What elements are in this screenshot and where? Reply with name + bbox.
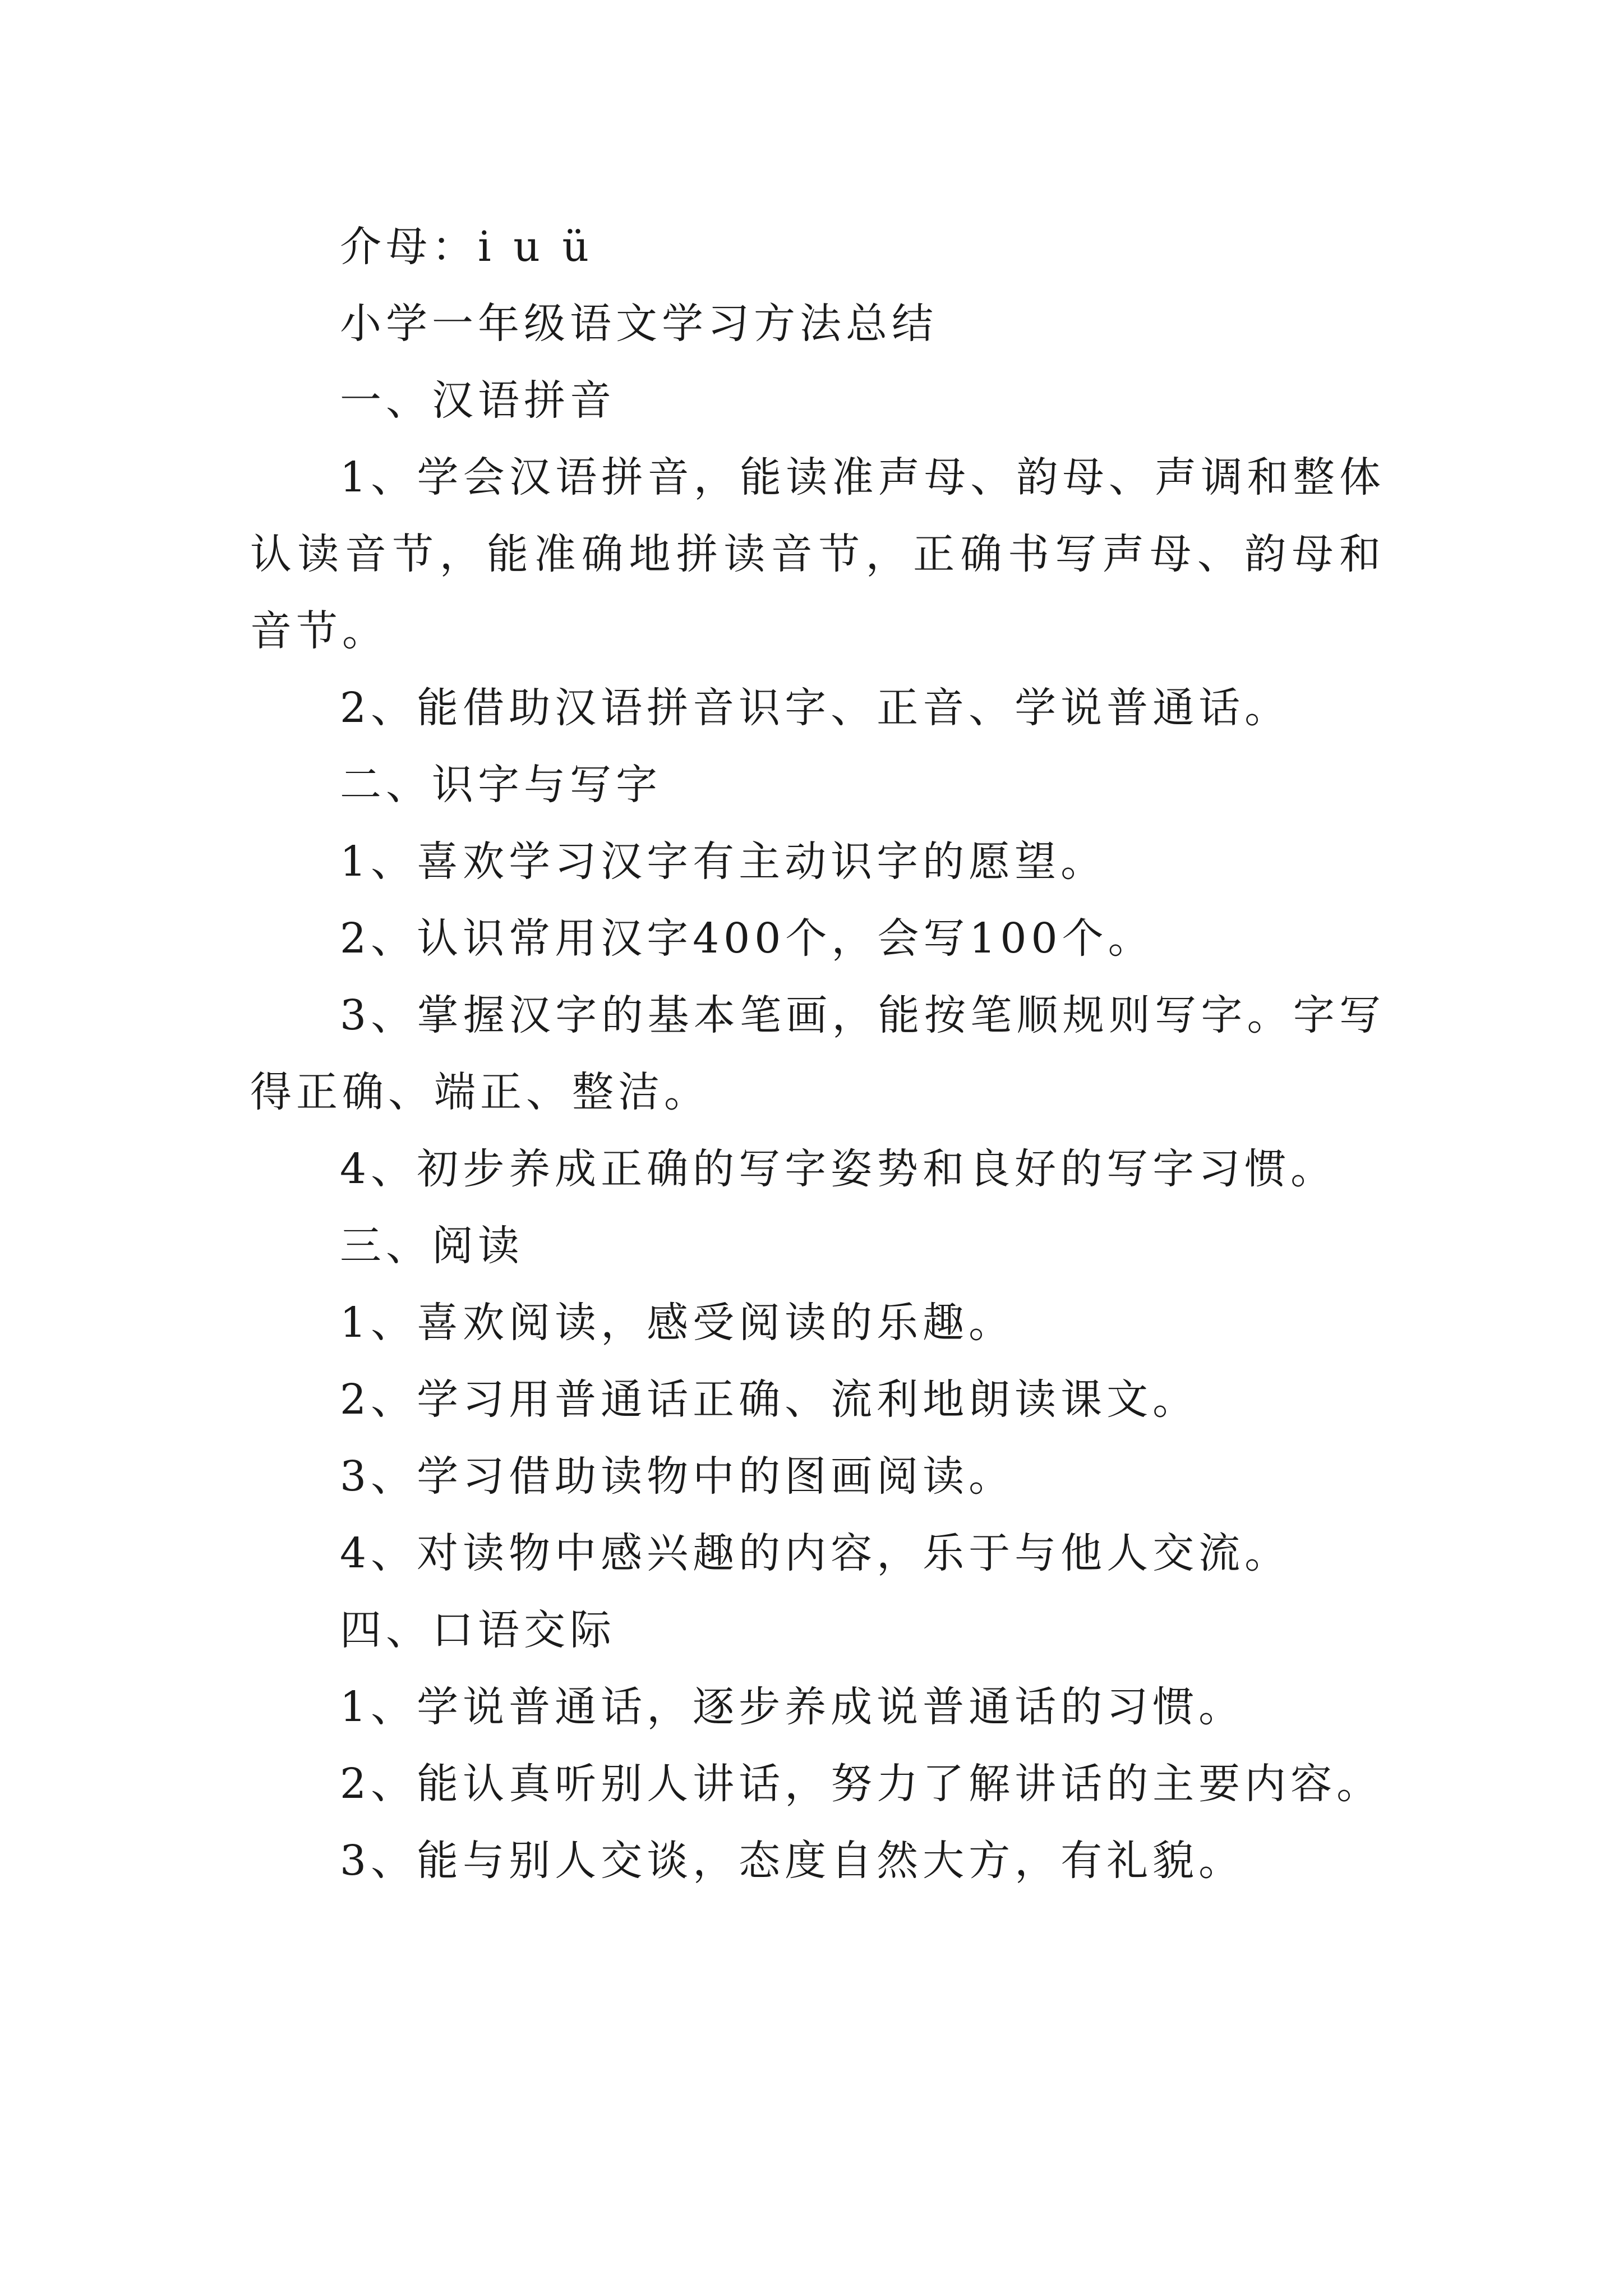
document-title: 小学一年级语文学习方法总结 (340, 300, 938, 348)
list-item: 1、学说普通话，逐步养成说普通话的习惯。 (340, 1683, 1245, 1731)
list-item: 4、对读物中感兴趣的内容，乐于与他人交流。 (340, 1529, 1291, 1577)
document-body (250, 209, 1385, 1899)
vowel-note: 介母：i u ü (340, 223, 594, 271)
list-item: 3、学习借助读物中的图画阅读。 (340, 1452, 1015, 1501)
section-heading-reading: 三、阅读 (340, 1222, 524, 1270)
list-item: 1、喜欢学习汉字有主动识字的愿望。 (340, 838, 1107, 886)
section-heading-oral-communication: 四、口语交际 (340, 1606, 616, 1654)
list-item: 1、学会汉语拼音，能读准声母、韵母、声调和整体认读音节，能准确地拼读音节，正确书写声母、韵母和音节。 (250, 453, 1385, 655)
section-heading-characters: 二、识字与写字 (340, 761, 662, 809)
list-item: 1、喜欢阅读，感受阅读的乐趣。 (340, 1299, 1015, 1347)
list-item: 2、认识常用汉字400个，会写100个。 (340, 914, 1154, 963)
list-item: 4、初步养成正确的写字姿势和良好的写字习惯。 (340, 1145, 1337, 1193)
list-item: 2、能认真听别人讲话，努力了解讲话的主要内容。 (340, 1760, 1383, 1808)
list-item: 3、能与别人交谈，态度自然大方，有礼貌。 (340, 1837, 1245, 1885)
list-item: 2、学习用普通话正确、流利地朗读课文。 (340, 1375, 1199, 1424)
section-heading-pinyin: 一、汉语拼音 (340, 376, 616, 425)
list-item: 3、掌握汉字的基本笔画，能按笔顺规则写字。字写得正确、端正、整洁。 (250, 991, 1385, 1116)
list-item: 2、能借助汉语拼音识字、正音、学说普通话。 (340, 684, 1291, 732)
